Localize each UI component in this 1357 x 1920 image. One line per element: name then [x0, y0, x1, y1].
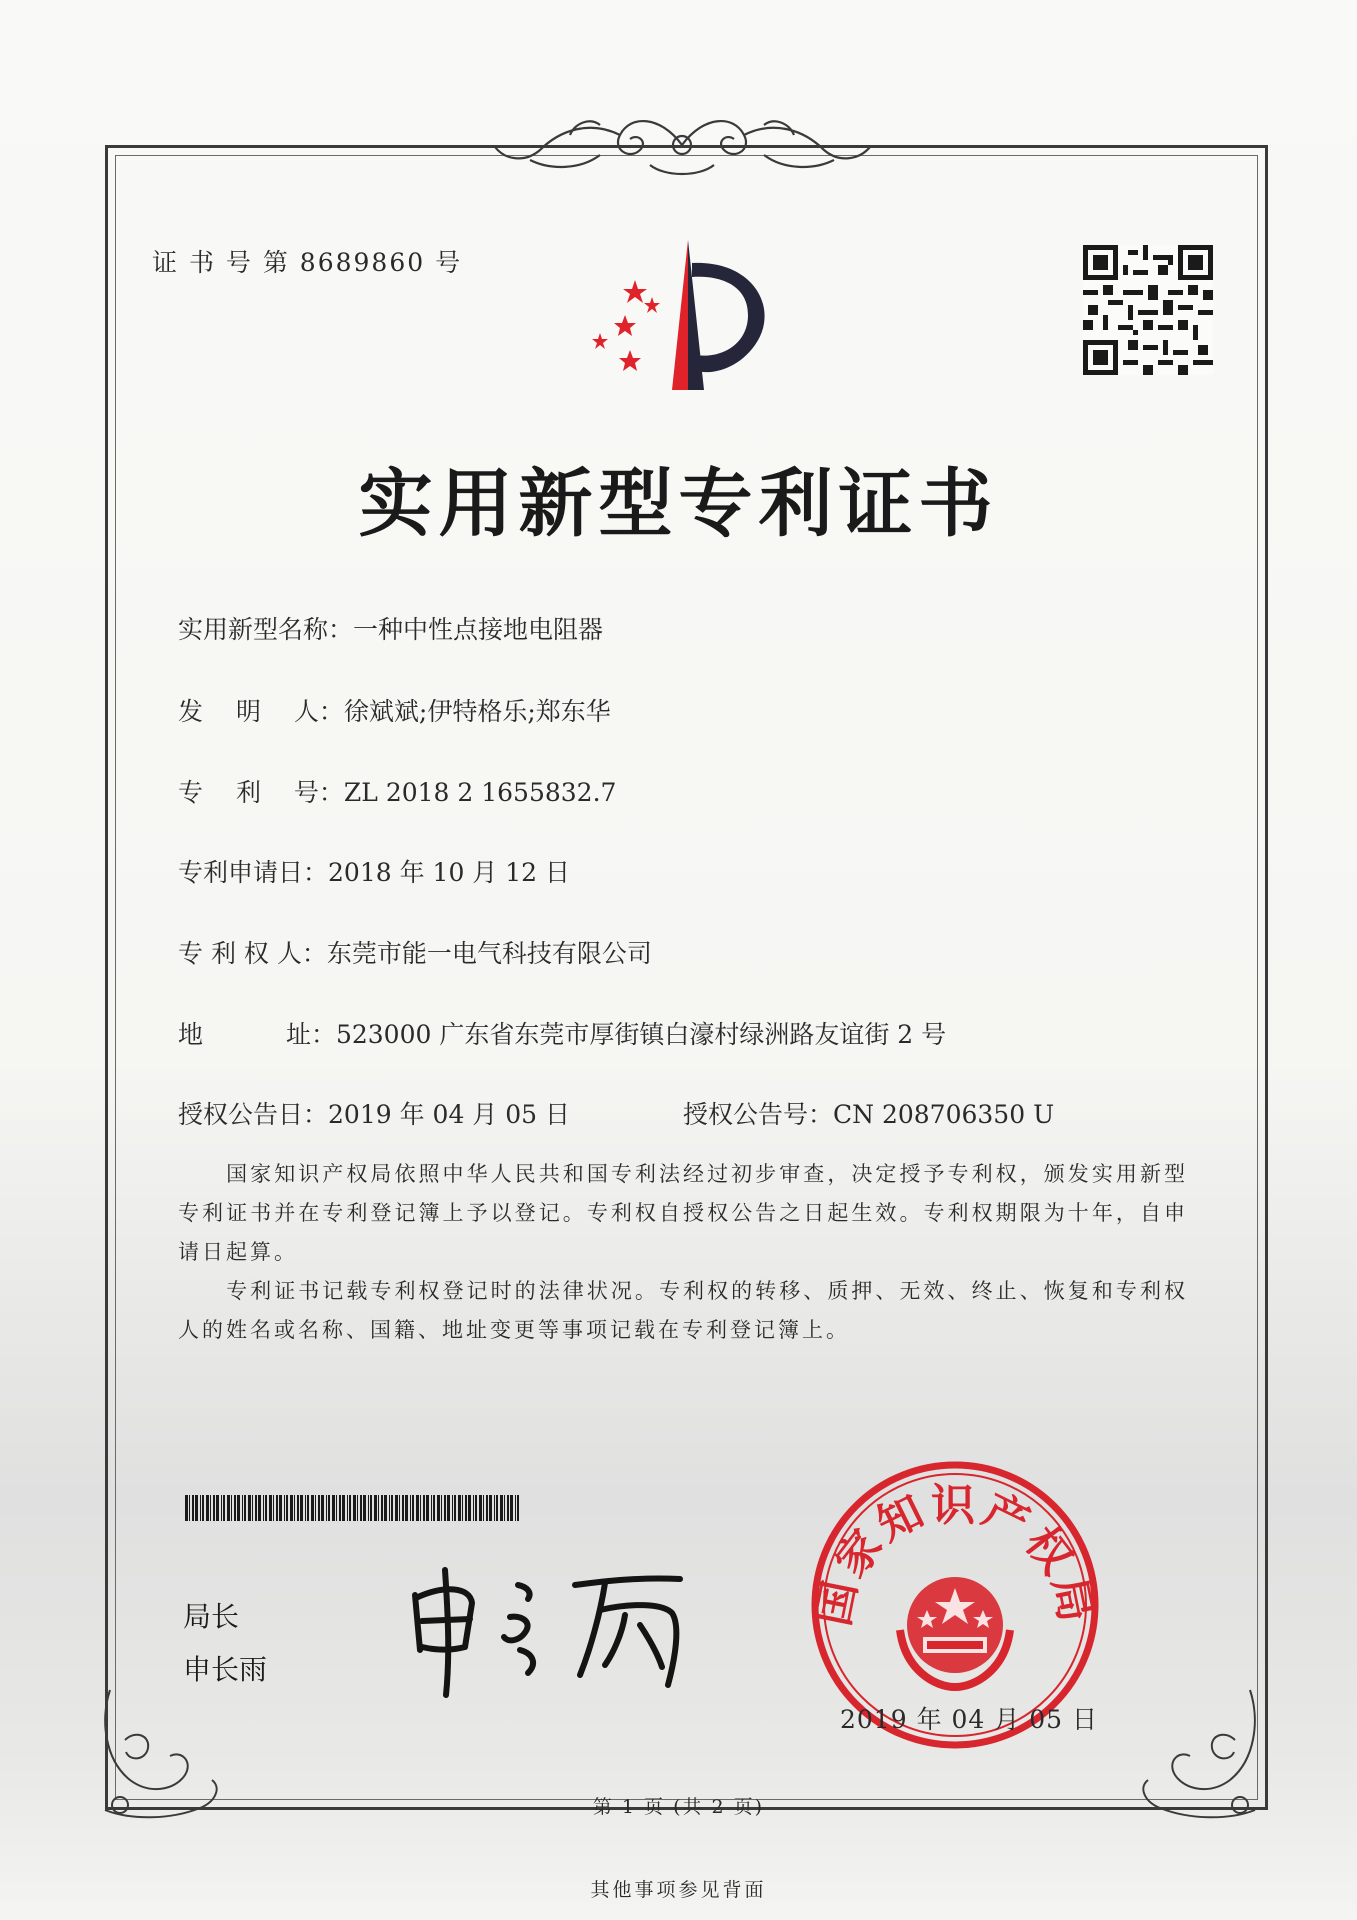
director-title: 局长 [183, 1600, 240, 1633]
field-label: 发 明 人： [178, 697, 344, 726]
field-utility-model-name [178, 610, 603, 646]
svg-text:国家知识产权局: 国家知识产权局 [808, 1480, 1102, 1631]
field-patentee [178, 934, 652, 970]
field-filing-date [178, 853, 570, 889]
barcode-icon [185, 1495, 520, 1521]
field-value: 东莞市能一电气科技有限公司 [326, 939, 652, 968]
field-value: CN 208706350 U [833, 1100, 1055, 1129]
field-address [178, 1015, 946, 1051]
field-value: 2018 年 10 月 12 日 [328, 858, 570, 887]
top-ornament-icon [480, 105, 885, 185]
signature-icon [400, 1555, 700, 1705]
field-label: 专 利 号： [178, 778, 344, 807]
page-number: 第 1 页 (共 2 页) [592, 1796, 765, 1818]
seal-date: 2019 年 04 月 05 日 [840, 1705, 1098, 1734]
field-grant-number [683, 1095, 1054, 1131]
field-grant-date [178, 1095, 570, 1131]
field-label: 授权公告号： [683, 1100, 834, 1129]
field-patent-number [178, 773, 616, 809]
field-value: ZL 2018 2 1655832.7 [343, 778, 617, 807]
field-label: 实用新型名称： [178, 615, 354, 644]
director-name: 申长雨 [183, 1653, 268, 1686]
field-label: 授权公告日： [178, 1100, 329, 1129]
footer-note: 其他事项参见背面 [590, 1879, 767, 1901]
field-inventor [178, 692, 611, 728]
certificate-number: 证 书 号 第 8689860 号 [152, 248, 463, 277]
field-value: 523000 广东省东莞市厚街镇白濠村绿洲路友谊街 2 号 [335, 1020, 947, 1049]
statement-paragraph: 国家知识产权局依照中华人民共和国专利法经过初步审查，决定授予专利权，颁发实用新型专利证书并在专利登记簿上予以登记。专利权自授权公告之日起生效。专利权期限为十年，自申请日起算。 [178, 1162, 1188, 1264]
field-label: 专 利 权 人： [178, 939, 327, 968]
field-label: 专利申请日： [178, 858, 329, 887]
field-value: 一种中性点接地电阻器 [353, 615, 604, 644]
field-value: 2019 年 04 月 05 日 [328, 1100, 570, 1129]
field-label: 地 址： [178, 1020, 336, 1049]
qr-code-icon [1083, 245, 1213, 375]
cnipa-logo-icon [580, 235, 795, 395]
field-value: 徐斌斌;伊特格乐;郑东华 [343, 697, 611, 726]
statement-paragraph: 专利证书记载专利权登记时的法律状况。专利权的转移、质押、无效、终止、恢复和专利权人的姓名或名称、国籍、地址变更等事项记载在专利登记簿上。 [178, 1279, 1188, 1342]
certificate-title: 实用新型专利证书 [358, 461, 999, 547]
